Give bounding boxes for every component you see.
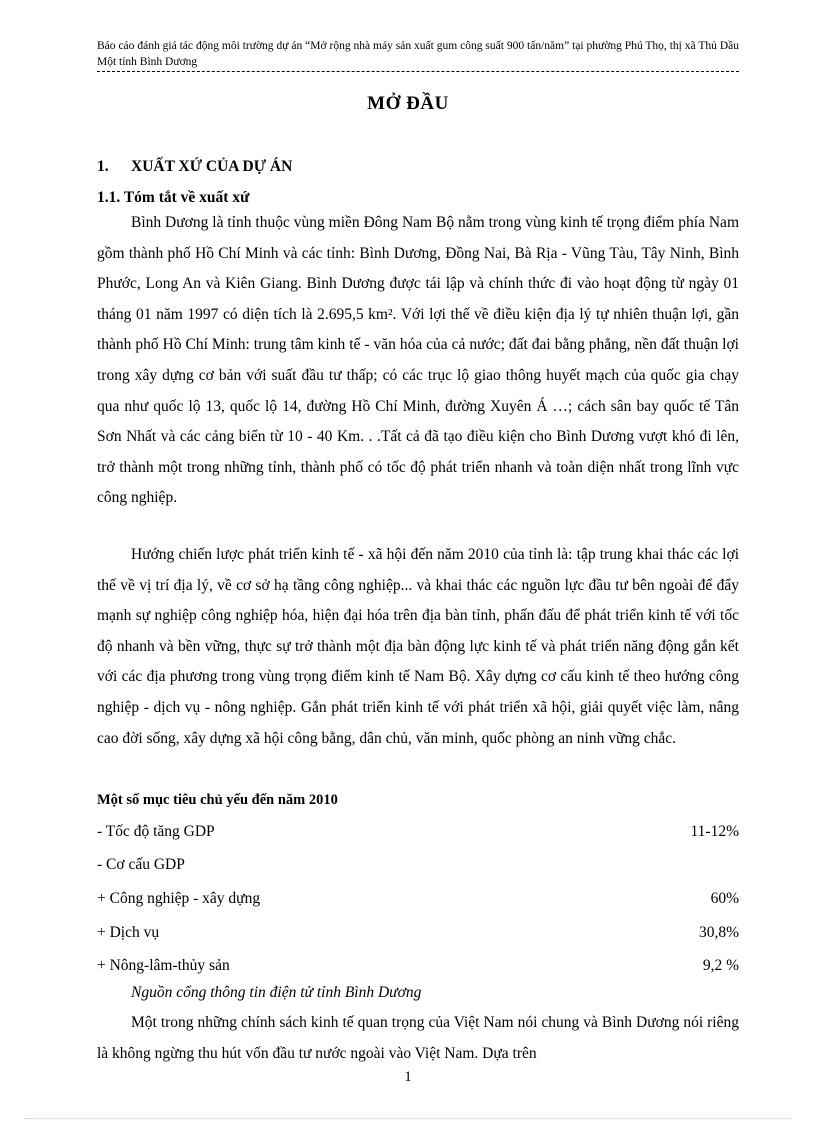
target-label: + Công nghiệp - xây dựng <box>97 890 261 907</box>
page-title: MỞ ĐẦU <box>367 93 449 114</box>
paragraph-investment: Một trong những chính sách kinh tế quan trọng của Việt Nam nói chung và Bình Dương nói riêng là không ngừng thu hút vốn đầu tư nước ngoài vào Việt Nam. Dựa trên <box>97 1014 739 1062</box>
section-heading <box>97 158 292 176</box>
target-row <box>97 890 739 908</box>
target-label: + Dịch vụ <box>97 924 160 941</box>
paragraph-overview: Bình Dương là tỉnh thuộc vùng miền Đông Nam Bộ nằm trong vùng kinh tế trọng điểm phía Nam gồm thành phố Hồ Chí Minh và các tỉnh: Bình Dương, Đồng Nai, Bà Rịa - Vũng Tàu, Tây Ninh, Bình Phước, Long An và Kiên Giang. Bình Dương được tái lập và chính thức đi vào hoạt động từ ngày 01 tháng 01 năm 1997 có diện tích là 2.695,5 km². Với lợi thế về điều kiện địa lý tự nhiên thuận lợi, gần thành phố Hồ Chí Minh: trung tâm kinh tế - văn hóa của cả nước; đất đai bằng phẳng, nền đất thuận lợi trong xây dựng cơ bản với suất đầu tư thấp; có các trục lộ giao thông huyết mạch của quốc gia chạy qua như quốc lộ 13, quốc lộ 14, đường Hồ Chí Minh, đường Xuyên Á …; cách sân bay quốc tế Tân Sơn Nhất và các cảng biển từ 10 - 40 Km. . .Tất cả đã tạo điều kiện cho Bình Dương vượt khó đi lên, trở thành một trong những tỉnh, thành phố có tốc độ phát triển nhanh và toàn diện nhất trong lĩnh vực công nghiệp. <box>97 214 739 507</box>
target-label: - Cơ cấu GDP <box>97 856 185 873</box>
section-heading-text: XUẤT XỨ CỦA DỰ ÁN <box>131 158 293 175</box>
target-row <box>97 957 739 975</box>
target-value: 11-12% <box>690 823 739 840</box>
source-note: Nguồn cổng thông tin điện tử tỉnh Bình Dương <box>131 984 422 1001</box>
running-header: Báo cáo đánh giá tác động môi trường dự án “Mở rộng nhà máy sản xuất gum công suất 900 tấn/năm” tại phường Phú Thọ, thị xã Thủ Dầu Một tỉnh Bình Dương <box>97 38 739 72</box>
target-row <box>97 856 739 874</box>
target-label: - Tốc độ tăng GDP <box>97 823 215 840</box>
targets-heading: Một số mục tiêu chủ yếu đến năm 2010 <box>97 792 338 808</box>
footer-divider <box>24 1118 792 1119</box>
paragraph-strategy: Hướng chiến lược phát triển kinh tế - xã hội đến năm 2010 của tỉnh là: tập trung khai thác các lợi thế về vị trí địa lý, về cơ sở hạ tầng công nghiệp... và khai thác các nguồn lực đầu tư bên ngoài để đẩy mạnh sự nghiệp công nghiệp hóa, hiện đại hóa trên địa bàn tỉnh, phấn đấu để phát triển kinh tế với tốc độ nhanh và bền vững, thực sự trở thành một địa bàn động lực kinh tế và phát triển năng động gắn kết với các địa phương trong vùng trọng điểm kinh tế Nam Bộ. Xây dựng cơ cấu kinh tế theo hướng công nghiệp - dịch vụ - nông nghiệp. Gắn phát triển kinh tế với phát triển xã hội, giải quyết việc làm, nâng cao đời sống, xây dựng xã hội công bằng, dân chủ, văn minh, quốc phòng an ninh vững chắc. <box>97 546 739 747</box>
target-value: 60% <box>710 890 739 907</box>
target-label: + Nông-lâm-thủy sản <box>97 957 230 974</box>
subsection-heading: 1.1. Tóm tắt về xuất xứ <box>97 189 250 206</box>
target-row <box>97 823 739 841</box>
section-number: 1. <box>97 158 109 175</box>
target-value: 9,2 % <box>702 957 739 974</box>
page-number: 1 <box>404 1069 412 1085</box>
target-value: 30,8% <box>698 924 739 941</box>
target-row <box>97 924 739 942</box>
